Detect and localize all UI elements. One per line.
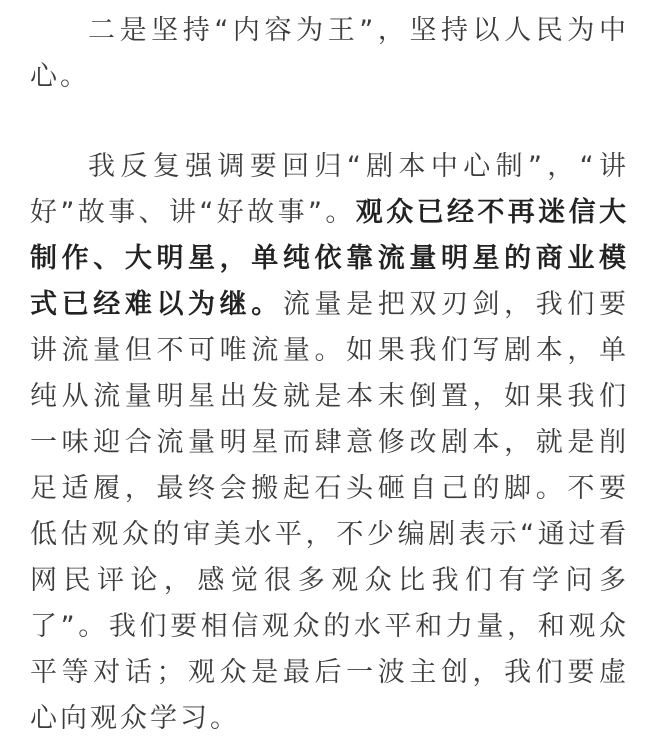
paragraph-1 xyxy=(30,8,629,100)
paragraph-2-bold-emphasis: 观众已经不再迷信大制作、大明星，单纯依靠流量明星的商业模式已经难以为继。 xyxy=(30,197,630,320)
paragraph-2-text-body: 流量是把双刃剑，我们要讲流量但不可唯流量。如果我们写剧本，单纯从流量明星出发就是本末倒置，如果我们一味迎合流量明星而肆意修改剧本，就是削足适履，最终会搬起石头砸自己的脚。不要低估观众的审美水平，不少编剧表示“通过看网民评论，感觉很多观众比我们有学问多了”。我们要相信观众的水平和力量，和观众平等对话；观众是最后一波主创，我们要虚心向观众学习。 xyxy=(30,289,630,734)
paragraph-2-text-intro: 我反复强调要回归“剧本中心制”，“讲好”故事、讲“好故事”。 xyxy=(30,151,629,228)
paragraph-1-text: 二是坚持“内容为王”，坚持以人民为中心。 xyxy=(30,15,629,92)
paragraph-2 xyxy=(30,144,629,742)
